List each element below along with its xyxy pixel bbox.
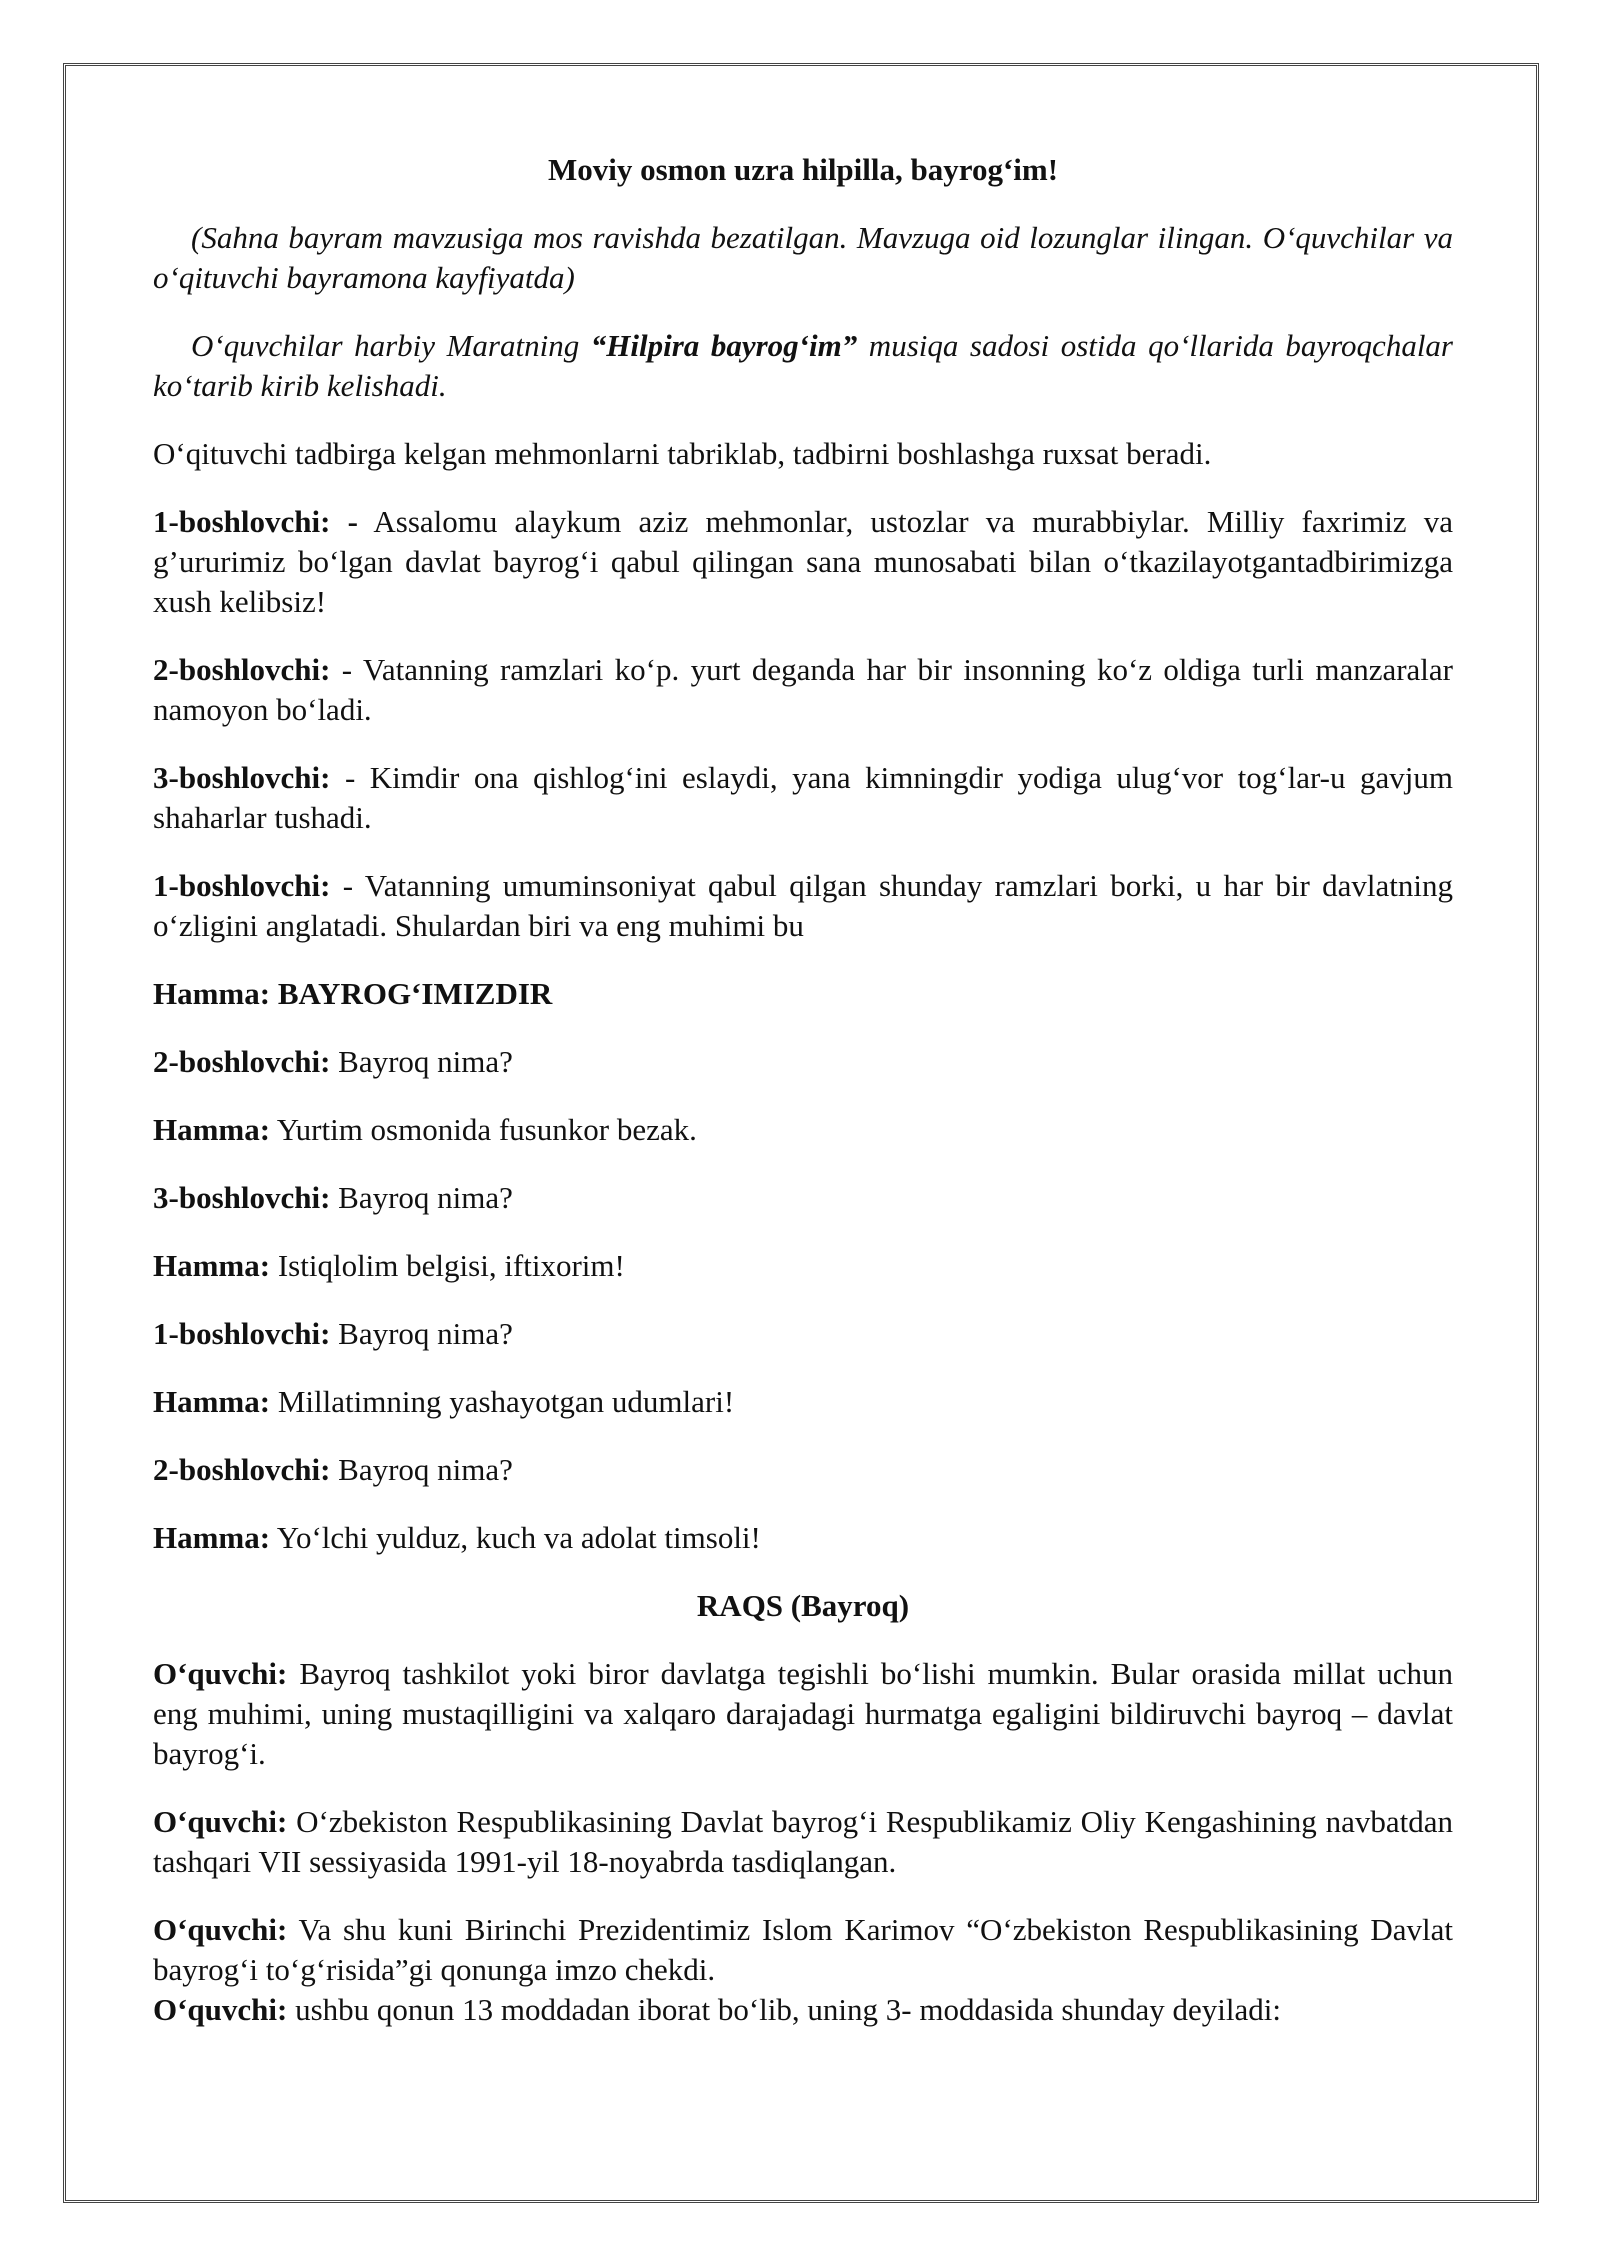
speaker: O‘quvchi: xyxy=(153,1656,288,1691)
stage-note-2-after: musiqa sadosi ostida qo‘llarida bayroqchalar ko‘tarib kirib kelishadi. xyxy=(153,328,1453,403)
stage-note-2 xyxy=(153,326,1453,406)
speaker: Hamma: BAYROG‘IMIZDIR xyxy=(153,976,553,1011)
dance-heading: RAQS (Bayroq) xyxy=(696,1588,910,1623)
dialogue-line xyxy=(153,1450,1453,1490)
student-line xyxy=(153,1910,1453,1990)
speaker: 2-boshlovchi: xyxy=(153,1452,331,1487)
dialogue-line xyxy=(153,1178,1453,1218)
line-text: Assalomu alaykum aziz mehmonlar, ustozlar va murabbiylar. Milliy faxrimiz va g’ururimiz bo‘lgan davlat bayrog‘i qabul qilingan sana munosabati bilan o‘tkazilayotgantadbirimizga xush kelibsiz! xyxy=(153,504,1453,619)
song-title: “Hilpira bayrog‘im” xyxy=(590,328,858,363)
line-text: Millatimning yashayotgan udumlari! xyxy=(270,1384,735,1419)
speaker: Hamma: xyxy=(153,1520,271,1555)
speaker: 2-boshlovchi: xyxy=(153,1044,331,1079)
speaker: 1-boshlovchi: xyxy=(153,1316,331,1351)
speaker: Hamma: xyxy=(153,1248,271,1283)
stage-note-1: (Sahna bayram mavzusiga mos ravishda bezatilgan. Mavzuga oid lozunglar ilingan. O‘quvchilar va o‘qituvchi bayramona kayfiyatda) xyxy=(153,220,1453,295)
speaker: 1-boshlovchi: - xyxy=(153,504,358,539)
dialogue-line xyxy=(153,1382,1453,1422)
dialogue-line xyxy=(153,1314,1453,1354)
line-text: Yo‘lchi yulduz, kuch va adolat timsoli! xyxy=(270,1520,761,1555)
speaker: O‘quvchi: xyxy=(153,1992,288,2027)
line-text: Bayroq nima? xyxy=(330,1180,513,1215)
line-text: Yurtim osmonida fusunkor bezak. xyxy=(270,1112,697,1147)
line-text: Istiqlolim belgisi, iftixorim! xyxy=(270,1248,625,1283)
dialogue-line xyxy=(153,1518,1453,1558)
dialogue-line xyxy=(153,502,1453,622)
document-body xyxy=(153,150,1453,2030)
dialogue-line xyxy=(153,866,1453,946)
dialogue-line xyxy=(153,974,1453,1014)
speaker: O‘quvchi: xyxy=(153,1804,288,1839)
line-text: Bayroq nima? xyxy=(330,1452,513,1487)
line-text: Va shu kuni Birinchi Prezidentimiz Islom Karimov “O‘zbekiston Respublikasining Davlat bayrog‘i to‘g‘risida”gi qonunga imzo chekdi. xyxy=(153,1912,1453,1987)
speaker: 1-boshlovchi: xyxy=(153,868,331,903)
speaker: O‘quvchi: xyxy=(153,1912,288,1947)
student-line xyxy=(153,1990,1453,2030)
dialogue-line xyxy=(153,758,1453,838)
speaker: 3-boshlovchi: xyxy=(153,760,331,795)
line-text: Bayroq tashkilot yoki biror davlatga tegishli bo‘lishi mumkin. Bular orasida millat uchun eng muhimi, uning mustaqilligini va xalqaro darajadagi hurmatga egaligini bildiruvchi bayroq – davlat bayrog‘i. xyxy=(153,1656,1453,1771)
dialogue-line xyxy=(153,650,1453,730)
stage-note-2-before: O‘quvchilar harbiy Maratning xyxy=(191,328,591,363)
dialogue-line xyxy=(153,1042,1453,1082)
line-text: O‘zbekiston Respublikasining Davlat bayrog‘i Respublikamiz Oliy Kengashining navbatdan tashqari VII sessiyasida 1991-yil 18-noyabrda tasdiqlangan. xyxy=(153,1804,1453,1879)
speaker: Hamma: xyxy=(153,1384,271,1419)
dialogue-line xyxy=(153,1246,1453,1286)
document-title: Moviy osmon uzra hilpilla, bayrog‘im! xyxy=(547,152,1059,187)
dialogue-line xyxy=(153,1110,1453,1150)
speaker: 2-boshlovchi: xyxy=(153,652,331,687)
line-text: ushbu qonun 13 moddadan iborat bo‘lib, uning 3- moddasida shunday deyiladi: xyxy=(287,1992,1281,2027)
student-line xyxy=(153,1802,1453,1882)
line-text: - Vatanning umuminsoniyat qabul qilgan shunday ramzlari borki, u har bir davlatning o‘zligini anglatadi. Shulardan biri va eng muhimi bu xyxy=(153,868,1453,943)
speaker: 3-boshlovchi: xyxy=(153,1180,331,1215)
line-text: - Kimdir ona qishlog‘ini eslaydi, yana kimningdir yodiga ulug‘vor tog‘lar-u gavjum shaharlar tushadi. xyxy=(153,760,1453,835)
line-text: Bayroq nima? xyxy=(330,1316,513,1351)
speaker: Hamma: xyxy=(153,1112,271,1147)
line-text: - Vatanning ramzlari ko‘p. yurt deganda har bir insonning ko‘z oldiga turli manzaralar namoyon bo‘ladi. xyxy=(153,652,1453,727)
student-line xyxy=(153,1654,1453,1774)
line-text: Bayroq nima? xyxy=(330,1044,513,1079)
intro-paragraph: O‘qituvchi tadbirga kelgan mehmonlarni tabriklab, tadbirni boshlashga ruxsat beradi. xyxy=(153,436,1212,471)
